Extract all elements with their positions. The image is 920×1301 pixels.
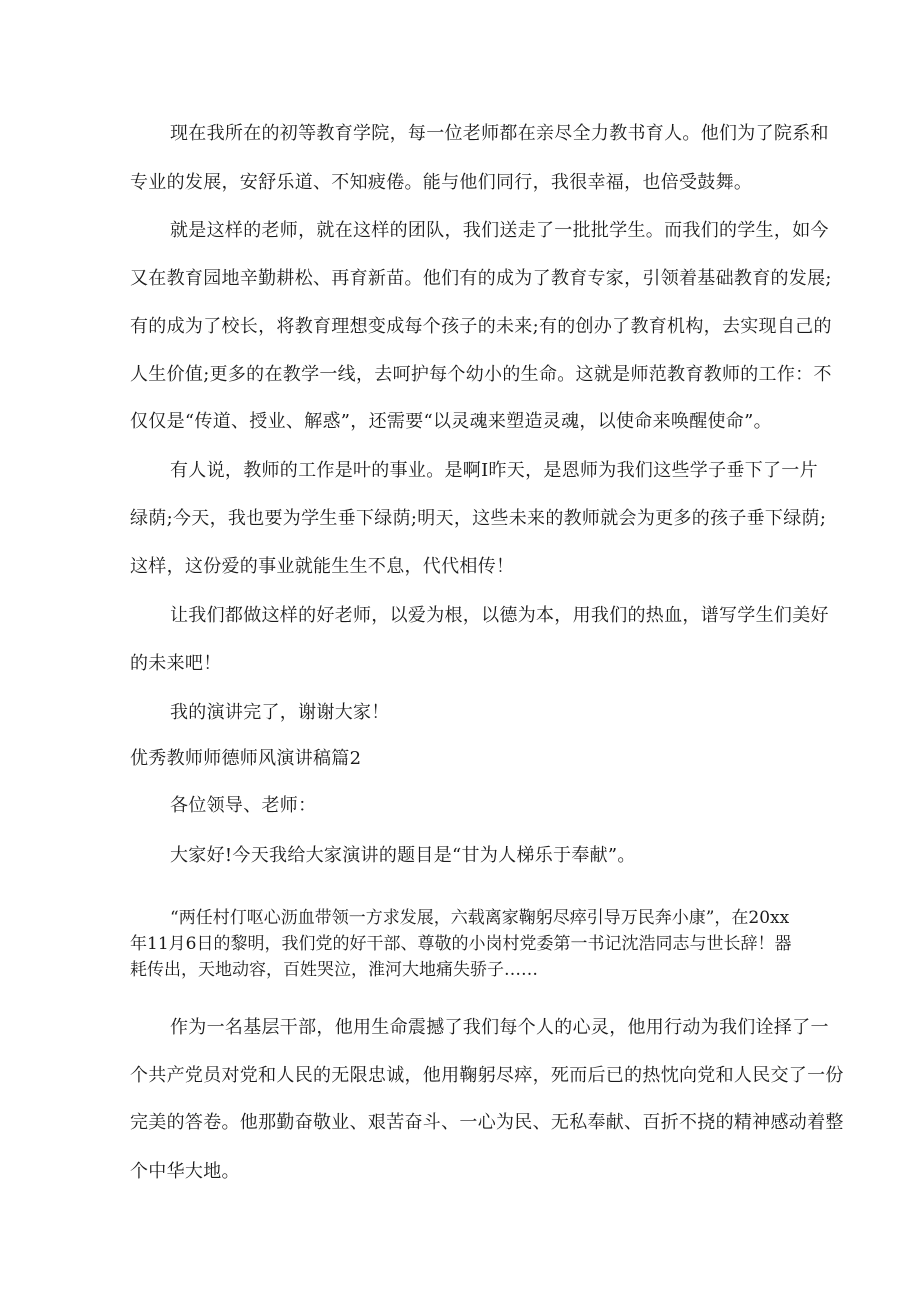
paragraph-line: 年11月6日的黎明，我们党的好干部、尊敬的小岗村党委第一书记沈浩同志与世长辞！器	[130, 934, 792, 954]
paragraph-line: 让我们都做这样的好老师，以爱为根，以德为本，用我们的热血，谱写学生们美好	[170, 605, 829, 626]
paragraph-line: 作为一名基层干部，他用生命震撼了我们每个人的心灵，他用行动为我们诠择了一	[170, 1017, 829, 1038]
paragraph-line: 耗传出，天地动容，百姓哭泣，淮河大地痛失骄子……	[130, 960, 538, 980]
section-heading: 优秀教师师德师风演讲稿篇2	[130, 748, 362, 769]
paragraph-line: 个中华大地。	[130, 1161, 240, 1182]
paragraph-line: 个共产党员对党和人民的无限忠诚，他用鞠躬尽瘁，死而后已的热忱向党和人民交了一份	[130, 1065, 844, 1086]
paragraph-line: 大家好!今天我给大家演讲的题目是“甘为人梯乐于奉献”。	[170, 845, 636, 866]
paragraph-line: 专业的发展，安舒乐道、不知疲倦。能与他们同行，我很幸福，也倍受鼓舞。	[130, 172, 753, 193]
paragraph-line: 这样，这份爱的事业就能生生不息，代代相传！	[130, 556, 515, 577]
paragraph-line: 绿荫;今天，我也要为学生垂下绿荫;明天，这些未来的教师就会为更多的孩子垂下绿荫;	[130, 508, 827, 529]
paragraph-line: 有人说，教师的工作是叶的事业。是啊I昨天，是恩师为我们这些学子垂下了一片	[170, 460, 818, 481]
paragraph-line: 的未来吧！	[130, 653, 222, 674]
paragraph-line: 又在教育园地辛勤耕松、再育新苗。他们有的成为了教育专家，引领着基础教育的发展;	[130, 268, 832, 289]
paragraph-line: 各位领导、老师：	[170, 795, 317, 816]
paragraph-line: 有的成为了校长，将教育理想变成每个孩子的未来;有的创办了教育机构，去实现自己的	[130, 316, 832, 337]
paragraph-line: 仅仅是“传道、授业、解惑”，还需要“以灵魂来塑造灵魂，以使命来唤醒使命”。	[130, 411, 772, 432]
paragraph-line: 现在我所在的初等教育学院，每一位老师都在亲尽全力教书育人。他们为了院系和	[170, 123, 829, 144]
paragraph-line: 就是这样的老师，就在这样的团队，我们送走了一批批学生。而我们的学生，如今	[170, 220, 829, 241]
paragraph-line: “两任村仃呕心沥血带领一方求发展，六载离家鞠躬尽瘁引导万民奔小康”，在20xx	[170, 908, 790, 928]
paragraph-line: 我的演讲完了，谢谢大家！	[170, 702, 390, 723]
paragraph-line: 完美的答卷。他那勤奋敬业、艰苦奋斗、一心为民、无私奉献、百折不挠的精神感动着整	[130, 1112, 844, 1133]
paragraph-line: 人生价值;更多的在教学一线，去呵护每个幼小的生命。这就是师范教育教师的工作：不	[130, 364, 832, 385]
